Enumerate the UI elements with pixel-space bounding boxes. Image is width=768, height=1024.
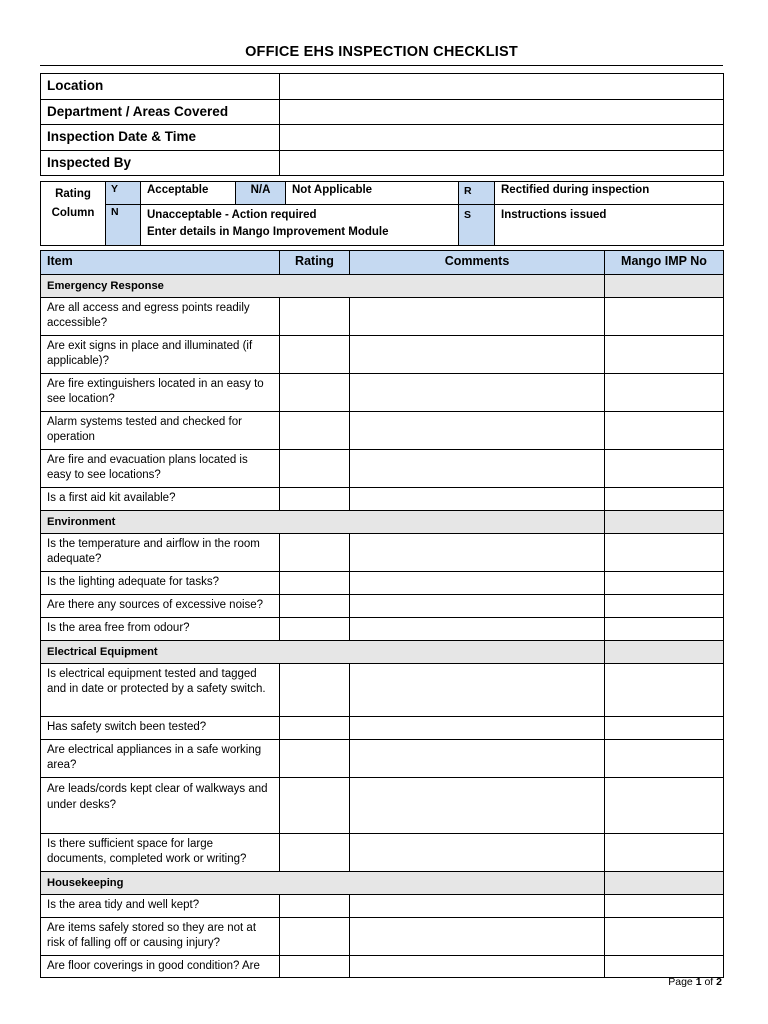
table-row — [41, 895, 724, 918]
col-header-comments: Comments — [350, 251, 605, 275]
imp-cell[interactable] — [605, 956, 724, 978]
table-row — [41, 778, 724, 834]
info-label-date: Inspection Date & Time — [41, 125, 280, 151]
legend-code-na: N/A — [236, 182, 286, 205]
col-header-rating: Rating — [280, 251, 350, 275]
rating-cell[interactable] — [280, 412, 350, 450]
table-row — [41, 450, 724, 488]
table-row — [41, 298, 724, 336]
title-underline — [40, 65, 723, 66]
comments-cell[interactable] — [350, 956, 605, 978]
legend-text-na: Not Applicable — [286, 182, 459, 205]
imp-cell[interactable] — [605, 895, 724, 918]
rating-cell[interactable] — [280, 618, 350, 641]
table-row — [41, 918, 724, 956]
imp-cell[interactable] — [605, 717, 724, 740]
rating-cell[interactable] — [280, 298, 350, 336]
page-number-prefix: Page — [668, 976, 693, 988]
table-row — [41, 717, 724, 740]
comments-cell[interactable] — [350, 618, 605, 641]
rating-cell[interactable] — [280, 778, 350, 834]
table-row — [41, 572, 724, 595]
legend-code-n: N — [106, 205, 141, 246]
legend-code-y: Y — [106, 182, 141, 205]
legend-rating-label: Rating — [55, 188, 91, 200]
comments-cell[interactable] — [350, 412, 605, 450]
legend-column-label: Column — [51, 207, 95, 219]
info-row-department — [41, 99, 724, 125]
item-question: Are floor coverings in good condition? Are — [41, 956, 280, 978]
col-header-item: Item — [41, 251, 280, 275]
item-question: Are fire extinguishers located in an easy to see location? — [41, 374, 280, 412]
rating-cell[interactable] — [280, 336, 350, 374]
comments-cell[interactable] — [350, 534, 605, 572]
comments-cell[interactable] — [350, 336, 605, 374]
item-question: Is the area free from odour? — [41, 618, 280, 641]
rating-cell[interactable] — [280, 664, 350, 717]
section-housekeeping — [41, 872, 724, 895]
imp-cell[interactable] — [605, 918, 724, 956]
item-question: Is a first aid kit available? — [41, 488, 280, 511]
legend-text-y: Acceptable — [141, 182, 236, 205]
imp-cell[interactable] — [605, 740, 724, 778]
item-question: Are electrical appliances in a safe working area? — [41, 740, 280, 778]
table-row — [41, 664, 724, 717]
legend-text-n-line2: Enter details in Mango Improvement Module — [147, 226, 389, 238]
item-question: Is there sufficient space for large documents, completed work or writing? — [41, 834, 280, 872]
section-electrical-equipment — [41, 641, 724, 664]
info-label-department: Department / Areas Covered — [41, 99, 280, 125]
table-row — [41, 374, 724, 412]
comments-cell[interactable] — [350, 374, 605, 412]
rating-cell[interactable] — [280, 895, 350, 918]
section-emergency-response — [41, 275, 724, 298]
rating-cell[interactable] — [280, 450, 350, 488]
table-row — [41, 595, 724, 618]
table-row — [41, 488, 724, 511]
item-question: Are items safely stored so they are not at risk of falling off or causing injury? — [41, 918, 280, 956]
section-environment — [41, 511, 724, 534]
imp-cell[interactable] — [605, 778, 724, 834]
page-number-current: 1 — [695, 976, 702, 988]
legend-rating-column-label — [41, 182, 106, 246]
table-row — [41, 956, 724, 978]
rating-cell[interactable] — [280, 374, 350, 412]
col-header-imp: Mango IMP No — [605, 251, 724, 275]
item-question: Is the temperature and airflow in the room adequate? — [41, 534, 280, 572]
legend-code-s: S — [459, 205, 495, 246]
table-row — [41, 618, 724, 641]
imp-cell[interactable] — [605, 450, 724, 488]
rating-cell[interactable] — [280, 918, 350, 956]
rating-cell[interactable] — [280, 534, 350, 572]
table-row — [41, 834, 724, 872]
table-row — [41, 336, 724, 374]
imp-cell[interactable] — [605, 336, 724, 374]
info-value-inspector[interactable] — [280, 150, 724, 176]
rating-legend-table — [40, 181, 724, 246]
rating-cell[interactable] — [280, 740, 350, 778]
item-question: Is the area tidy and well kept? — [41, 895, 280, 918]
comments-cell[interactable] — [350, 918, 605, 956]
section-title: Emergency Response — [41, 275, 605, 298]
legend-text-s: Instructions issued — [495, 205, 724, 246]
comments-cell[interactable] — [350, 740, 605, 778]
item-question: Alarm systems tested and checked for operation — [41, 412, 280, 450]
checklist-table — [40, 250, 724, 978]
imp-cell[interactable] — [605, 834, 724, 872]
imp-cell[interactable] — [605, 374, 724, 412]
rating-cell[interactable] — [280, 572, 350, 595]
comments-cell[interactable] — [350, 778, 605, 834]
comments-cell[interactable] — [350, 717, 605, 740]
section-imp-cell — [605, 641, 724, 664]
imp-cell[interactable] — [605, 618, 724, 641]
imp-cell[interactable] — [605, 298, 724, 336]
item-question: Are fire and evacuation plans located is easy to see locations? — [41, 450, 280, 488]
section-imp-cell — [605, 872, 724, 895]
item-question: Are exit signs in place and illuminated (if applicable)? — [41, 336, 280, 374]
item-question: Is the lighting adequate for tasks? — [41, 572, 280, 595]
rating-cell[interactable] — [280, 595, 350, 618]
item-question: Are all access and egress points readily accessible? — [41, 298, 280, 336]
info-value-location[interactable] — [280, 74, 724, 100]
imp-cell[interactable] — [605, 534, 724, 572]
comments-cell[interactable] — [350, 595, 605, 618]
rating-cell[interactable] — [280, 956, 350, 978]
item-question: Are there any sources of excessive noise? — [41, 595, 280, 618]
legend-text-n-line1: Unacceptable - Action required — [147, 209, 317, 221]
rating-cell[interactable] — [280, 834, 350, 872]
item-question: Has safety switch been tested? — [41, 717, 280, 740]
page-number-total: 2 — [716, 976, 722, 988]
comments-cell[interactable] — [350, 572, 605, 595]
table-row — [41, 412, 724, 450]
page-number — [668, 976, 722, 988]
imp-cell[interactable] — [605, 572, 724, 595]
info-row-location — [41, 74, 724, 100]
section-imp-cell — [605, 511, 724, 534]
info-label-inspector: Inspected By — [41, 150, 280, 176]
comments-cell[interactable] — [350, 450, 605, 488]
inspection-info-table — [40, 73, 724, 176]
comments-cell[interactable] — [350, 664, 605, 717]
comments-cell[interactable] — [350, 488, 605, 511]
table-row — [41, 534, 724, 572]
comments-cell[interactable] — [350, 298, 605, 336]
imp-cell[interactable] — [605, 488, 724, 511]
rating-cell[interactable] — [280, 717, 350, 740]
imp-cell[interactable] — [605, 595, 724, 618]
legend-text-r: Rectified during inspection — [495, 182, 724, 205]
info-value-department[interactable] — [280, 99, 724, 125]
info-label-location: Location — [41, 74, 280, 100]
section-title: Electrical Equipment — [41, 641, 605, 664]
info-row-date — [41, 125, 724, 151]
section-imp-cell — [605, 275, 724, 298]
imp-cell[interactable] — [605, 412, 724, 450]
section-title: Housekeeping — [41, 872, 605, 895]
rating-cell[interactable] — [280, 488, 350, 511]
item-question: Are leads/cords kept clear of walkways and under desks? — [41, 778, 280, 834]
imp-cell[interactable] — [605, 664, 724, 717]
item-question: Is electrical equipment tested and tagged and in date or protected by a safety switch. — [41, 664, 280, 717]
checklist-header-row — [41, 251, 724, 275]
legend-code-r: R — [459, 182, 495, 205]
page-number-of: of — [704, 976, 714, 988]
comments-cell[interactable] — [350, 834, 605, 872]
section-title: Environment — [41, 511, 605, 534]
info-row-inspector — [41, 150, 724, 176]
info-value-date[interactable] — [280, 125, 724, 151]
page-title: OFFICE EHS INSPECTION CHECKLIST — [245, 44, 518, 60]
legend-text-n — [141, 205, 459, 246]
table-row — [41, 740, 724, 778]
comments-cell[interactable] — [350, 895, 605, 918]
